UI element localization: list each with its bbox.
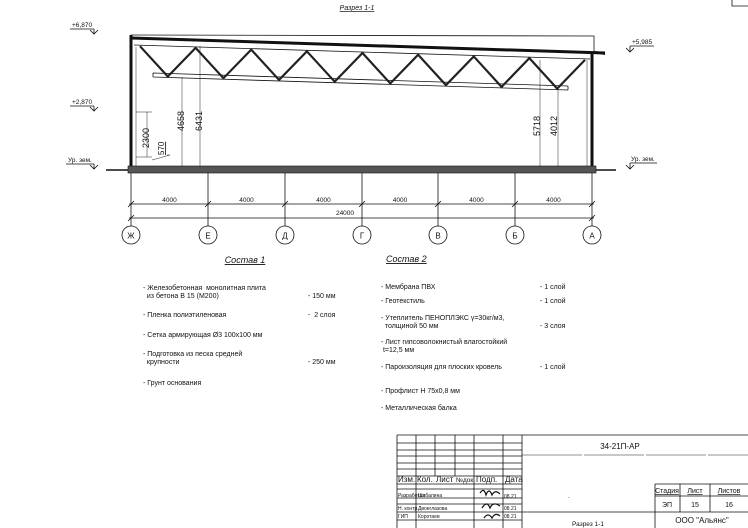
item-value: - 1 слой [540, 364, 566, 371]
role-chief-engineer: ГИП [398, 514, 408, 520]
item-value: - 2 слоя [308, 312, 336, 319]
dim-5718: 5718 [532, 115, 542, 136]
title-block [397, 435, 748, 528]
item-text: - Лист гипсоволокнистый влагостойкий [381, 339, 508, 346]
composition-item [381, 297, 566, 305]
item-text: - Пароизоляция для плоских кровель [381, 364, 502, 371]
dimension-lines [129, 204, 594, 218]
item-text: крупности [143, 359, 180, 366]
role-developer: Разработал [398, 493, 426, 499]
composition-item [381, 363, 566, 371]
composition1-list [143, 284, 336, 387]
item-text: из бетона В 15 (М200) [143, 293, 219, 300]
svg-text:Ур. зем.: Ур. зем. [631, 156, 655, 163]
composition-item [143, 332, 263, 339]
svg-text:Ур. зем.: Ур. зем. [68, 157, 92, 164]
item-text: - Железобетонная монолитная плита [143, 285, 266, 292]
item-text: - Грунт основания [143, 380, 202, 387]
svg-text:+6,870: +6,870 [72, 22, 93, 29]
header-list: Лист [436, 475, 454, 484]
span-dim: 4000 [239, 197, 254, 204]
span-dim: 4000 [392, 197, 408, 204]
span-dim: 4000 [162, 197, 177, 204]
item-value: - 1 слой [540, 284, 566, 291]
span-dim: 4000 [546, 197, 561, 204]
composition1-title: Состав 1 [224, 255, 266, 265]
section-title: Разрез 1-1 [339, 5, 375, 12]
name-chief-engineer: Коротаев [418, 514, 440, 520]
axis-label: В [435, 231, 441, 241]
elevation-mark-right-top [626, 39, 654, 52]
sheet-title: Разрез 1-1 [572, 521, 604, 528]
sheet-label: Лист [687, 488, 703, 495]
item-text: толщиной 50 мм [381, 323, 439, 330]
composition-item [143, 284, 336, 300]
axis-label: Б [512, 231, 518, 241]
title-dot: . [568, 493, 570, 500]
dim-6431: 6431 [194, 110, 204, 131]
dim-4012: 4012 [549, 115, 559, 136]
axis-label: Ж [127, 231, 135, 241]
sheets-value: 16 [725, 502, 733, 509]
composition-item [381, 315, 566, 330]
elevation-mark-ground-left [66, 157, 98, 169]
total-dim: 24000 [335, 210, 355, 217]
item-text: - Профлист Н 75х0,8 мм [381, 388, 460, 395]
span-dim: 4000 [316, 197, 331, 204]
header-doc: №док. [456, 477, 476, 484]
date-norm-control: 08.21 [504, 506, 517, 512]
axis-label: А [589, 231, 595, 241]
axis-label: Д [282, 231, 288, 241]
composition-item [143, 380, 201, 387]
date-developer: 08.21 [504, 494, 517, 500]
item-text: t=12,5 мм [381, 347, 415, 354]
item-text: - Сетка армирующая Ø3 100х100 мм [143, 332, 263, 339]
dim-4658: 4658 [176, 110, 186, 131]
item-text: - Утеплитель ПЕНОПЛЭКС γ=30кг/м3, [381, 315, 505, 322]
item-value: - 3 слоя [540, 323, 566, 330]
company-name: ООО "Альянс" [675, 516, 729, 525]
role-norm-control: Н. контр. [398, 506, 419, 512]
item-text: - Пленка полиэтиленовая [143, 312, 227, 319]
item-value: - 1 слой [540, 298, 566, 305]
elevation-mark-mid [70, 99, 98, 111]
header-kol: Кол. [417, 475, 433, 484]
item-text: - Геотекстиль [381, 298, 425, 305]
composition-item [143, 350, 336, 366]
item-value: - 250 мм [308, 359, 336, 366]
header-izm: Изм. [398, 475, 416, 484]
composition2-title: Состав 2 [386, 254, 427, 264]
composition-item [381, 404, 457, 412]
item-text: - Металлическая балка [381, 405, 457, 412]
stage-value: ЭП [661, 502, 673, 509]
svg-text:+2,870: +2,870 [72, 99, 93, 106]
date-chief-engineer: 08.21 [504, 514, 517, 520]
stage-label: Стадия [655, 488, 679, 495]
item-text: - Мембрана ПВХ [381, 284, 436, 291]
svg-text:+5,985: +5,985 [632, 39, 653, 46]
truss-web [140, 46, 585, 88]
item-value: - 150 мм [308, 293, 336, 300]
sheet-value: 15 [691, 502, 699, 509]
composition-item [381, 283, 566, 291]
axis-label: Е [205, 231, 211, 241]
elevation-mark-ground-right [626, 156, 657, 169]
dim-2300: 2300 [141, 127, 151, 148]
axis-label: Г [359, 231, 365, 241]
span-dim: 4000 [469, 197, 484, 204]
building-section [106, 35, 616, 173]
name-developer: Шабалина [418, 493, 443, 499]
corner-mark [732, 0, 748, 6]
sheets-label: Листов [717, 488, 741, 495]
composition-item [143, 312, 336, 319]
item-text: - Подготовка из песка средней [143, 351, 243, 358]
truss-diagonals [140, 46, 585, 88]
elevation-mark-top [70, 22, 98, 34]
project-code: 34-21П-АР [600, 442, 640, 451]
composition2-list [381, 283, 566, 412]
header-date: Дата [505, 475, 523, 484]
composition-item [381, 388, 460, 395]
composition-item [381, 338, 507, 354]
header-podp: Подп. [476, 475, 498, 484]
name-norm-control: Двоеглазова [418, 506, 448, 512]
dim-570: 570 [157, 141, 166, 155]
